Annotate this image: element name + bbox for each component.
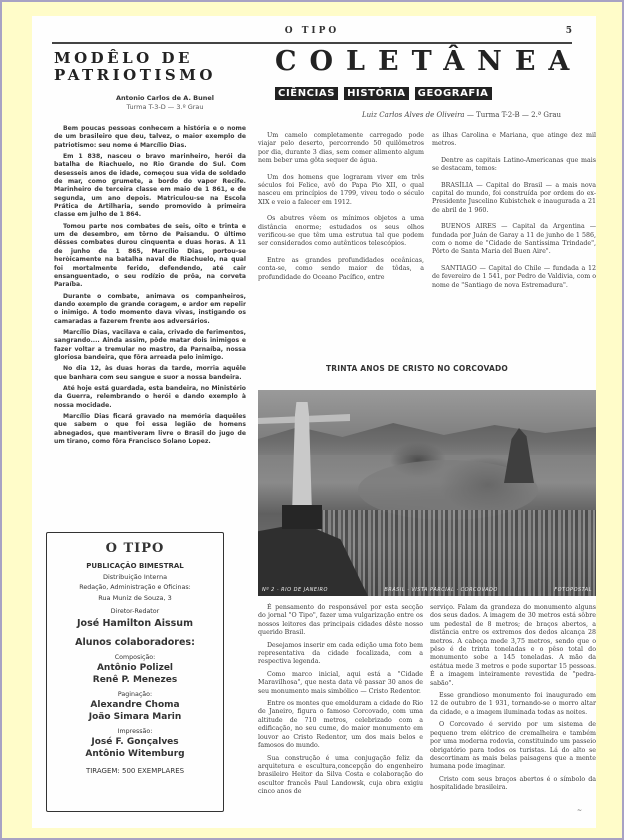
masthead-distribution: Distribuição Interna — [102, 573, 168, 581]
corcovado-photo — [258, 390, 596, 596]
paragraph: Um dos homens que lograram viver em três séculos foi Felice, avô do Papa Pio XII, o qual nasceu em princípios de 1799, viveu todo o século XIX e veio a falecer em 1912. — [258, 173, 424, 206]
paragraph: Tomou parte nos combates de seis, oito e trinta e um de desembro, em tôrno de Paisandu. O último dêsses combates durou cinquenta e duas horas. A 11 de junho de 1 865, Marcílio Dias, portou-se heròicamente na batalha naval de Riachuelo, na qual foi mortalmente ferido, defendendo, até cair ensanguentado, o seu rodízio de prôa, na corveta Paraíba. — [54, 222, 246, 289]
coletanea-column-2 — [432, 132, 596, 298]
author-class: Turma T-3-D — 3.º Grau — [126, 103, 204, 111]
paragraph: Marcílio Dias ficará gravado na memória daquêles que sabem o que foi essa legião de homens abnegados, que mantiveram livre o Brasil do jugo de um tirano, como fôra Francisco Solano Lopez. — [54, 413, 246, 446]
coletanea-column-1 — [258, 132, 424, 290]
paragraph: BRASÍLIA — Capital do Brasil — a mais nova capital do mundo, foi construída por ordem do ex-Presidente Juscelino Kubistchek e inaugurada a 21 de abril de 1 960. — [432, 181, 596, 214]
paragraph: Um camelo completamente carregado pode viajar pelo deserto, percorrendo 50 quilômetros por dia, durante 3 dias, sem comer alimento algum nem beber uma gôta sequer de água. — [258, 132, 424, 165]
paragraph: Os abutres vêem os mínimos objetos a uma distância enorme; estudados os seus olhos verificou-se que têm uma estrutua tal que podem ser considerados como autênticos telescópios. — [258, 215, 424, 248]
paragraph: Dentre as capitais Latino-Americanas que mais se destacam, temos: — [432, 156, 596, 173]
photo-caption-left: Nº 2 · RIO DE JANEIRO — [262, 587, 328, 593]
end-mark: ~ — [576, 807, 582, 814]
composition-label: Composição: — [114, 654, 156, 661]
running-head-title: O TIPO — [284, 26, 340, 36]
title-line-1: MODÊLO DE — [54, 49, 193, 67]
photo-caption-center: BRASIL · VISTA PARCIAL · CORCOVADO — [384, 587, 498, 593]
paragraph: Cristo com seus braços abertos é o símbolo da hospitalidade brasileira. — [430, 775, 596, 792]
coletanea-title: COLETÂNEA — [275, 46, 583, 77]
corcovado-title: TRINTA ANOS DE CRISTO NO CORCOVADO — [325, 364, 508, 373]
tag-historia: HISTÓRIA — [344, 87, 409, 100]
page-number: 5 — [565, 26, 572, 36]
photo-caption-right: FOTOPOSTAL — [554, 587, 592, 593]
article-title — [54, 50, 246, 84]
print-run: TIRAGEM: 500 EXEMPLARES — [85, 767, 185, 775]
coletanea-author: Luiz Carlos Alves de Oliveira — [362, 111, 465, 119]
paragraph: BUENOS AIRES — Capital da Argentina — fundada por Juán de Garay a 11 de junho de 1 586, com o nome de "Cidade de Santíssima Trindade", Pôrto de Santa Maria del Buen Aire". — [432, 223, 596, 256]
printing-name: José F. Gonçalves — [91, 737, 179, 747]
printing-label: Impressão: — [117, 728, 153, 735]
tag-ciencias: CIÊNCIAS — [275, 87, 338, 100]
paragraph: No dia 12, às duas horas da tarde, morria aquêle que banhara com seu sangue e suor a nossa bandeira. — [54, 365, 246, 381]
section-tags — [275, 87, 492, 100]
paragraph: serviço. Falam da grandeza do monumento alguns dos seus dados. A imagem de 30 metros está sôbre um pedestal de 8 metros; de braços abertos, a distância entre os extremos dos dedos alcança 28 metros. A cabeça mede 3,75 metros, sendo que o pêso é de trinta toneladas e o pêso total do monumento sobe a 145 toneladas. A mão da estátua mede 3 metros e pode suportar 15 pessoas. É a imagem inteiramente revestida de "pedra-sabão". — [430, 604, 596, 687]
masthead-box — [46, 532, 224, 812]
coletanea-byline — [362, 111, 561, 119]
pagination-name: João Simara Marin — [88, 712, 182, 722]
director-label: Diretor-Redator — [110, 608, 160, 615]
corcovado-column-2 — [430, 604, 596, 797]
paragraph: Sua construção é uma conjugação feliz da arquitetura e escultura,concepção do engenheiro brasileiro Heitor da Silva Costa e colaboração do escultor francês Paul Landowsk, cuja obra exigiu cinco anos de — [258, 754, 423, 796]
composition-name: Renê P. Menezes — [92, 675, 178, 685]
director-name: José Hamilton Aissum — [77, 618, 193, 629]
author-name: Antonio Carlos de A. Bunel — [115, 94, 215, 102]
running-head — [52, 20, 572, 44]
corcovado-column-1 — [258, 604, 423, 801]
masthead-frequency: PUBLICAÇÃO BIMESTRAL — [86, 562, 184, 570]
paragraph: Entre os montes que emolduram a cidade do Rio de Janeiro, figura o famoso Corcovado, com uma altitude de 710 metros, celebrizado com a edificação, no seu cume, do maior monumento em louvor ao Cristo Redentor, um dos mais belos e famosos do mundo. — [258, 700, 423, 750]
pagination-name: Alexandre Choma — [90, 700, 180, 710]
paragraph: Durante o combate, animava os companheiros, dando exemplo de grande coragem, e ardor em repelir o inimigo. A todo momento dava vivas, instigando os camaradas a fazerem frente aos adversários. — [54, 292, 246, 325]
paragraph: Em 1 838, nasceu o bravo marinheiro, herói da batalha de Riachuelo, no Rio Grande do Sul. Com desesseis anos de idade, começou sua vida de soldado de mar, como grumete, a bordo do vapor Recife. Marinheiro de terceira classe em maio de 1 861, e de segunda, um ano depois. Matriculou-se na Escola Prática de Artilharia, sendo promovido à primeira classe em julho de 1 864. — [54, 153, 246, 219]
photo-caption — [262, 587, 592, 593]
paragraph: Até hoje está guardada, esta bandeira, no Ministério da Guerra, relembrando o herói e dando exemplo à nossa mocidade. — [54, 384, 246, 409]
composition-name: Antônio Polizel — [96, 663, 174, 673]
masthead-address: Rua Muniz de Souza, 3 — [98, 594, 172, 602]
paragraph: Como marco inicial, aqui está a "Cidade Maravilhosa", que nesta data vê passar 30 anos de seu monumento mais simbólico — Cristo Redentor. — [258, 670, 423, 695]
byline — [54, 94, 246, 111]
paragraph: as ilhas Carolina e Mariana, que atinge dez mil metros. — [432, 132, 596, 148]
article-body — [54, 125, 246, 446]
paragraph: O Corcovado é servido por um sistema de pequeno trem elétrico de cremalheira e também por uma moderna rodovia, constituindo um passeio obrigatório para todos os turistas. Lá do alto se descortinam as mais belas paisagens que a mente humana pode imaginar. — [430, 721, 596, 771]
paragraph: Desejamos inserir em cada edição uma foto bem representativa da cidade focalizada, com a respectiva legenda. — [258, 641, 423, 666]
printing-name: Antônio Witemburg — [85, 749, 185, 759]
paragraph: Marcílio Dias, vacilava e caia, crivado de ferimentos, sangrando.... Ainda assim, pôde matar dois inimigos e fazer voltar a tremular no mastro, da Parnaíba, nossa gloriosa bandeira, que fôra arreada pelo inimigo. — [54, 328, 246, 361]
paragraph: É pensamento do responsável por esta secção do jornal "O Tipo", fazer uma vulgarização entre os nossos leitores das principais cidades dêste nosso querido Brasil. — [258, 604, 423, 637]
paragraph: Esse grandioso monumento foi inaugurado em 12 de outubro de 1 931, tornando-se o morro altar da cidade, e a imagem iluminada todas as noites. — [430, 692, 596, 716]
article-modelo-de-patriotismo — [54, 50, 246, 449]
pagination-label: Paginação: — [117, 691, 153, 698]
collaborators-label: Alunos colaboradores: — [75, 637, 195, 648]
newspaper-page — [32, 16, 596, 828]
photo-statue-base — [282, 505, 322, 529]
masthead-offices-label: Redação, Administração e Oficinas: — [79, 584, 191, 591]
paragraph: SANTIAGO — Capital do Chile — fundada a 12 de fevereiro de 1 541, por Pedro de Valdivia, com o nome de "Santiago de nova Estremadura". — [432, 264, 596, 289]
paragraph: Bem poucas pessoas conhecem a história e o nome de um brasileiro que deu, talvez, o maior exemplo de patriotismo: seu nome é Marcílio Dias. — [54, 125, 246, 149]
coletanea-class: — Turma T-2-B — 2.ª Grau — [464, 111, 561, 119]
paragraph: Entre as grandes profundidades oceânicas, conta-se, como sendo maior de tôdas, a profundidade do Oceano Pacífico, entre — [258, 256, 424, 281]
masthead-title: O TIPO — [105, 541, 165, 556]
title-line-2: PATRIOTISMO — [54, 66, 216, 84]
tag-geografia: GEOGRAFIA — [415, 87, 492, 100]
